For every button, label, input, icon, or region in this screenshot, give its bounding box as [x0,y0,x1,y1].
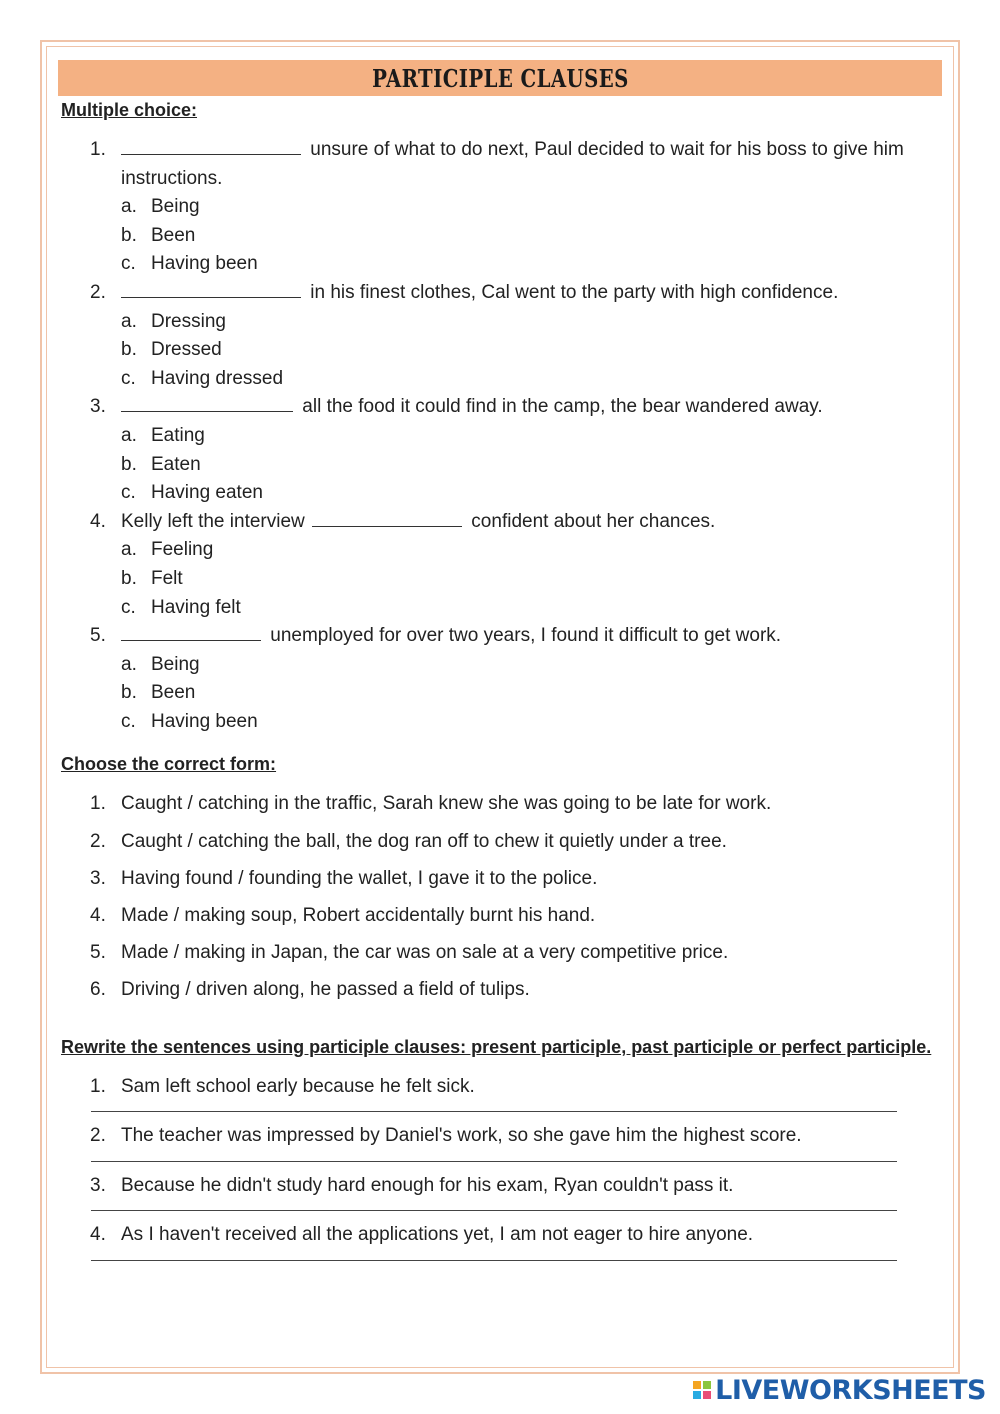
answer-blank[interactable] [312,508,462,527]
option-text: Been [151,224,196,246]
rw-heading: Rewrite the sentences using participle clauses: present participle, past participle or perfect participle. [61,1036,932,1057]
cf-section-heading-wrap [61,750,941,778]
item-number: 3. [90,1174,106,1196]
question-text: confident about her chances. [466,510,716,532]
question-number: 3. [90,396,106,418]
answer-blank[interactable] [121,279,301,298]
option-text: Felt [151,567,183,589]
logo-text: LIVEWORKSHEETS [715,1374,986,1406]
item-text[interactable]: Having found / founding the wallet, I gave it to the police. [121,867,598,889]
option[interactable] [61,565,941,594]
item-number: 4. [90,905,106,927]
rw-item [61,1073,941,1102]
option-text: Been [151,682,196,704]
option-letter: a. [121,196,137,218]
option[interactable] [61,708,941,737]
option-letter: b. [121,453,137,475]
option-text: Being [151,653,200,675]
answer-blank[interactable] [121,622,261,641]
liveworksheets-logo [693,1373,986,1407]
logo-mark-icon [693,1381,711,1399]
option-text: Having been [151,710,258,732]
item-text[interactable]: Caught / catching in the traffic, Sarah knew she was going to be late for work. [121,793,772,815]
question-text: in his finest clothes, Cal went to the party with high confidence. [305,281,839,303]
option[interactable] [61,365,941,394]
item-number: 6. [90,979,106,1001]
option-letter: b. [121,339,137,361]
option[interactable] [61,679,941,708]
option[interactable] [61,536,941,565]
question-number: 4. [90,510,106,532]
option[interactable] [61,422,941,451]
option[interactable] [61,222,941,251]
logo-square [693,1381,701,1389]
item-text: The teacher was impressed by Daniel's work, so she gave him the highest score. [121,1125,802,1147]
logo-square [703,1381,711,1389]
cf-item [61,828,941,857]
option[interactable] [61,336,941,365]
option[interactable] [61,308,941,337]
option-letter: c. [121,253,136,275]
option[interactable] [61,250,941,279]
option-letter: c. [121,482,136,504]
item-number: 1. [90,1075,106,1097]
page-title: PARTICIPLE CLAUSES [371,63,629,93]
option-text: Having dressed [151,367,284,389]
mc-question [61,393,941,422]
question-number: 2. [90,281,106,303]
mc-question [61,622,941,651]
question-text: all the food it could find in the camp, the bear wandered away. [297,396,823,418]
option-letter: b. [121,224,137,246]
worksheet-content [61,96,941,1261]
mc-section-heading-wrap [61,96,941,124]
logo-square [693,1391,701,1399]
item-text[interactable]: Made / making soup, Robert accidentally burnt his hand. [121,905,596,927]
question-text: unemployed for over two years, I found it difficult to get work. [265,625,782,647]
option-text: Having been [151,253,258,275]
cf-item [61,790,941,819]
cf-item [61,865,941,894]
option-text: Being [151,196,200,218]
option[interactable] [61,451,941,480]
option-letter: a. [121,424,137,446]
item-number: 3. [90,867,106,889]
question-number: 1. [90,139,106,160]
item-number: 1. [90,793,106,815]
mc-question [61,136,941,193]
logo-square [703,1391,711,1399]
item-text[interactable]: Driving / driven along, he passed a field of tulips. [121,979,530,1001]
answer-line[interactable] [91,1259,897,1261]
item-number: 4. [90,1224,106,1246]
answer-blank[interactable] [121,136,301,155]
mc-question [61,508,941,537]
rw-item [61,1122,941,1151]
option-text: Dressing [151,310,226,332]
option-letter: a. [121,539,137,561]
option-text: Eaten [151,453,201,475]
answer-blank[interactable] [121,393,293,412]
rw-item [61,1221,941,1250]
option-letter: b. [121,682,137,704]
option[interactable] [61,651,941,680]
item-number: 5. [90,942,106,964]
item-text: Sam left school early because he felt sick. [121,1075,475,1097]
mc-heading: Multiple choice: [61,100,198,120]
option[interactable] [61,594,941,623]
option-letter: a. [121,310,137,332]
option-letter: c. [121,710,136,732]
item-text: Because he didn't study hard enough for his exam, Ryan couldn't pass it. [121,1174,734,1196]
option-text: Having eaten [151,482,263,504]
option-letter: c. [121,367,136,389]
mc-question [61,279,941,308]
option-letter: c. [121,596,136,618]
option-text: Dressed [151,339,222,361]
option-text: Having felt [151,596,241,618]
rw-item [61,1172,941,1201]
question-number: 5. [90,625,106,647]
item-text: As I haven't received all the applications yet, I am not eager to hire anyone. [121,1224,754,1246]
option-letter: a. [121,653,137,675]
question-text-pre: Kelly left the interview [121,510,311,532]
cf-item [61,976,941,1005]
option-text: Feeling [151,539,214,561]
item-text[interactable]: Made / making in Japan, the car was on sale at a very competitive price. [121,942,729,964]
item-number: 2. [90,830,106,852]
option-letter: b. [121,567,137,589]
option[interactable] [61,193,941,222]
question-text: unsure of what to do next, Paul decided to wait for his boss to give him instructions. [121,139,904,189]
cf-heading: Choose the correct form: [61,754,277,775]
item-text[interactable]: Caught / catching the ball, the dog ran off to chew it quietly under a tree. [121,830,727,852]
option-text: Eating [151,424,205,446]
title-banner [58,60,942,96]
cf-item [61,939,941,968]
item-number: 2. [90,1125,106,1147]
option[interactable] [61,479,941,508]
cf-item [61,902,941,931]
